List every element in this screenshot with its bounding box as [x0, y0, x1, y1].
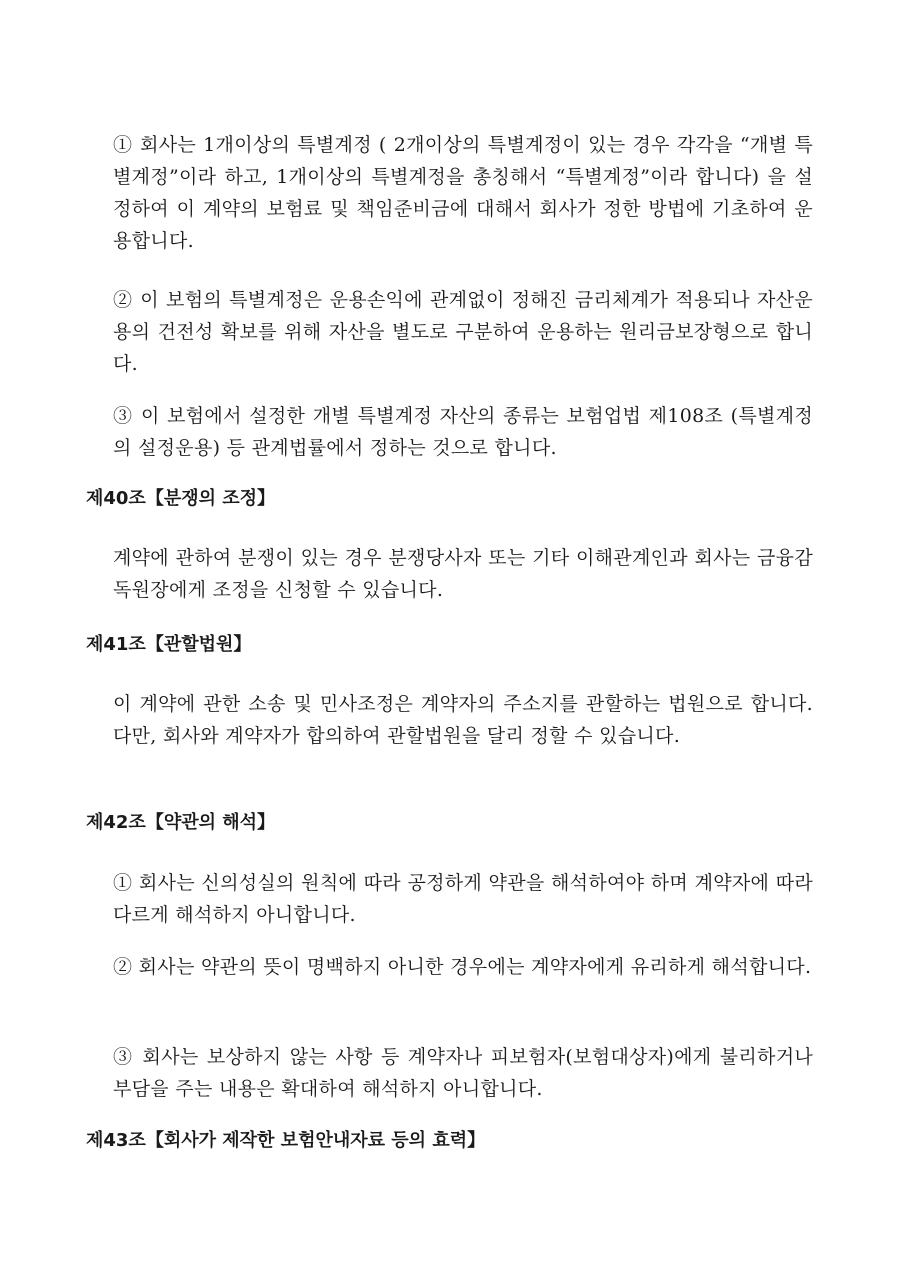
- article-40-heading: 제40조【분쟁의 조정】: [86, 488, 276, 509]
- article-42-paragraph-3: ③ 회사는 보상하지 않는 사항 등 계약자나 피보험자(보험대상자)에게 불리하거나 부담을 주는 내용은 확대하여 해석하지 아니합니다.: [113, 1046, 813, 1100]
- article-42-paragraph-1: ① 회사는 신의성실의 원칙에 따라 공정하게 약관을 해석하여야 하며 계약자에 따라 다르게 해석하지 아니합니다.: [113, 872, 813, 926]
- article-41-heading: 제41조【관할법원】: [86, 634, 252, 655]
- article-41-paragraph-1: 이 계약에 관한 소송 및 민사조정은 계약자의 주소지를 관할하는 법원으로 합니다. 다만, 회사와 계약자가 합의하여 관할법원을 달리 정할 수 있습니다.: [113, 693, 813, 747]
- article-43-heading: 제43조【회사가 제작한 보험안내자료 등의 효력】: [86, 1130, 486, 1151]
- article-39-paragraph-1: ① 회사는 1개이상의 특별계정 ( 2개이상의 특별계정이 있는 경우 각각을 “개별 특별계정”이라 하고, 1개이상의 특별계정을 총칭해서 “특별계정”이라 합니다) 을 설정하여 이 계약의 보험료 및 책임준비금에 대해서 회사가 정한 방법에 기초하여 운용합니다.: [113, 134, 813, 252]
- article-40-paragraph-1: 계약에 관하여 분쟁이 있는 경우 분쟁당사자 또는 기타 이해관계인과 회사는 금융감독원장에게 조정을 신청할 수 있습니다.: [113, 547, 813, 601]
- article-42-paragraph-2: ② 회사는 약관의 뜻이 명백하지 아니한 경우에는 계약자에게 유리하게 해석합니다.: [113, 956, 812, 978]
- article-39-paragraph-2: ② 이 보험의 특별계정은 운용손익에 관계없이 정해진 금리체계가 적용되나 자산운용의 건전성 확보를 위해 자산을 별도로 구분하여 운용하는 원리금보장형으로 합니다.: [113, 289, 813, 375]
- article-39-paragraph-3: ③ 이 보험에서 설정한 개별 특별계정 자산의 종류는 보험업법 제108조 (특별계정의 설정운용) 등 관계법률에서 정하는 것으로 합니다.: [113, 405, 813, 459]
- article-42-heading: 제42조【약관의 해석】: [86, 812, 276, 833]
